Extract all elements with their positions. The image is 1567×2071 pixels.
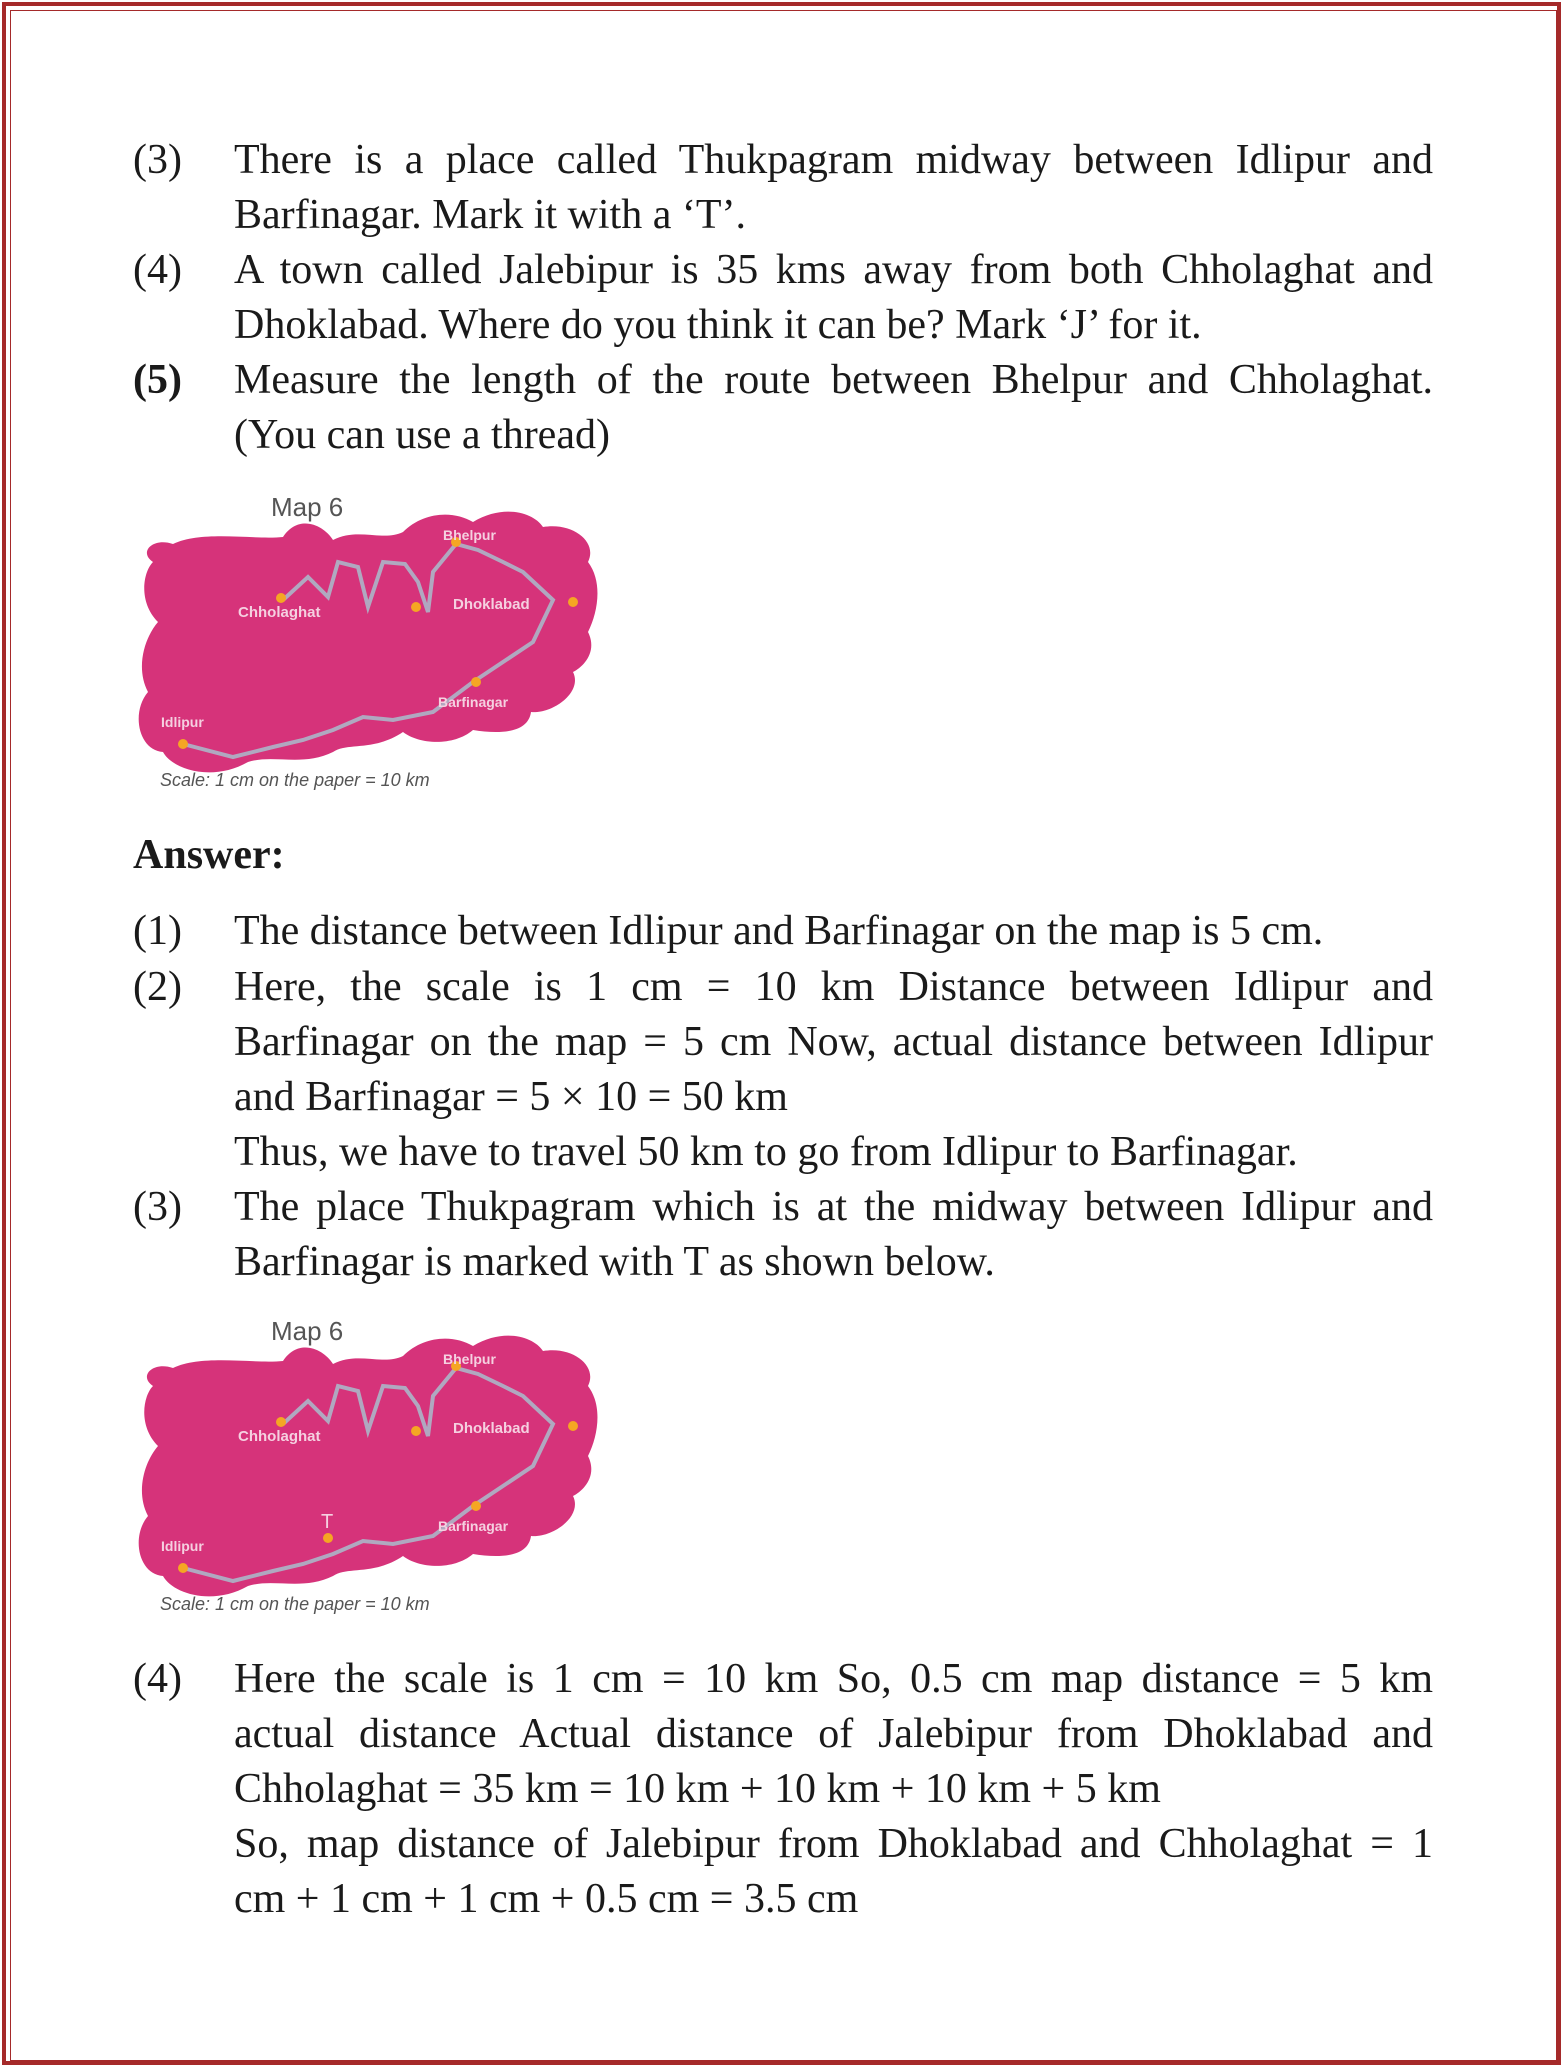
answer-line: cm + 1 cm + 1 cm + 0.5 cm = 3.5 cm [234,1876,859,1922]
question-number: (3) [133,137,182,183]
place-dot-chholaghat [276,1417,286,1427]
question-line: Barfinagar. Mark it with a ‘T’. [234,192,746,238]
answer-heading: Answer: [133,832,285,878]
place-label-bhelpur: Bhelpur [443,527,496,543]
place-label-chholaghat: Chholaghat [238,1428,321,1445]
question-line: A town called Jalebipur is 35 kms away from both Chholaghat and [234,247,1433,293]
question-number: (4) [133,247,182,293]
answer-line: So, map distance of Jalebipur from Dhoklabad and Chholaghat = 1 [234,1821,1433,1867]
answer-line: Chholaghat = 35 km = 10 km + 10 km + 10 km + 5 km [234,1766,1161,1812]
answer-line: Barfinagar on the map = 5 cm Now, actual distance between Idlipur [234,1019,1433,1065]
question-line: Dhoklabad. Where do you think it can be? Mark ‘J’ for it. [234,302,1202,348]
place-label-chholaghat: Chholaghat [238,604,321,621]
map-6-figure [133,482,613,802]
place-dot-thukpagram [323,1533,333,1543]
map-region [139,512,598,773]
answer-line: Barfinagar is marked with T as shown below. [234,1239,995,1285]
map-scale: Scale: 1 cm on the paper = 10 km [160,1594,430,1614]
question-line: Measure the length of the route between Bhelpur and Chholaghat. [234,357,1433,403]
place-label-idlipur: Idlipur [161,1538,204,1554]
map-title: Map 6 [271,492,344,522]
answer-line: and Barfinagar = 5 × 10 = 50 km [234,1074,788,1120]
place-label-bhelpur: Bhelpur [443,1351,496,1367]
place-label-barfinagar: Barfinagar [438,694,509,710]
place-dot-unnamed [411,1426,421,1436]
question-number: (5) [133,357,182,403]
answer-line: The place Thukpagram which is at the midway between Idlipur and [234,1184,1433,1230]
thukpagram-marker: T [321,1511,334,1533]
map-scale: Scale: 1 cm on the paper = 10 km [160,770,430,790]
place-label-barfinagar: Barfinagar [438,1518,509,1534]
place-dot-unnamed [411,602,421,612]
question-line: (You can use a thread) [234,412,610,458]
place-dot-barfinagar [471,677,481,687]
place-label-dhoklabad: Dhoklabad [453,1420,530,1437]
answer-number: (3) [133,1184,182,1230]
answer-line: actual distance Actual distance of Jalebipur from Dhoklabad and [234,1711,1433,1757]
answer-number: (4) [133,1656,182,1702]
answer-line: Here the scale is 1 cm = 10 km So, 0.5 cm map distance = 5 km [234,1656,1433,1702]
place-label-idlipur: Idlipur [161,714,204,730]
place-label-dhoklabad: Dhoklabad [453,596,530,613]
place-dot-idlipur [178,739,188,749]
place-dot-chholaghat [276,593,286,603]
place-dot-barfinagar [471,1501,481,1511]
map-region [139,1336,598,1597]
answer-line: Here, the scale is 1 cm = 10 km Distance between Idlipur and [234,964,1433,1010]
answer-number: (1) [133,908,182,954]
place-dot-idlipur [178,1563,188,1573]
answer-line: The distance between Idlipur and Barfinagar on the map is 5 cm. [234,908,1324,954]
place-dot-dhoklabad [568,597,578,607]
answer-number: (2) [133,964,182,1010]
map-title: Map 6 [271,1316,344,1346]
map-6-figure-with-t [133,1306,613,1626]
place-dot-dhoklabad [568,1421,578,1431]
answer-line: Thus, we have to travel 50 km to go from Idlipur to Barfinagar. [234,1129,1298,1175]
question-line: There is a place called Thukpagram midway between Idlipur and [234,137,1433,183]
